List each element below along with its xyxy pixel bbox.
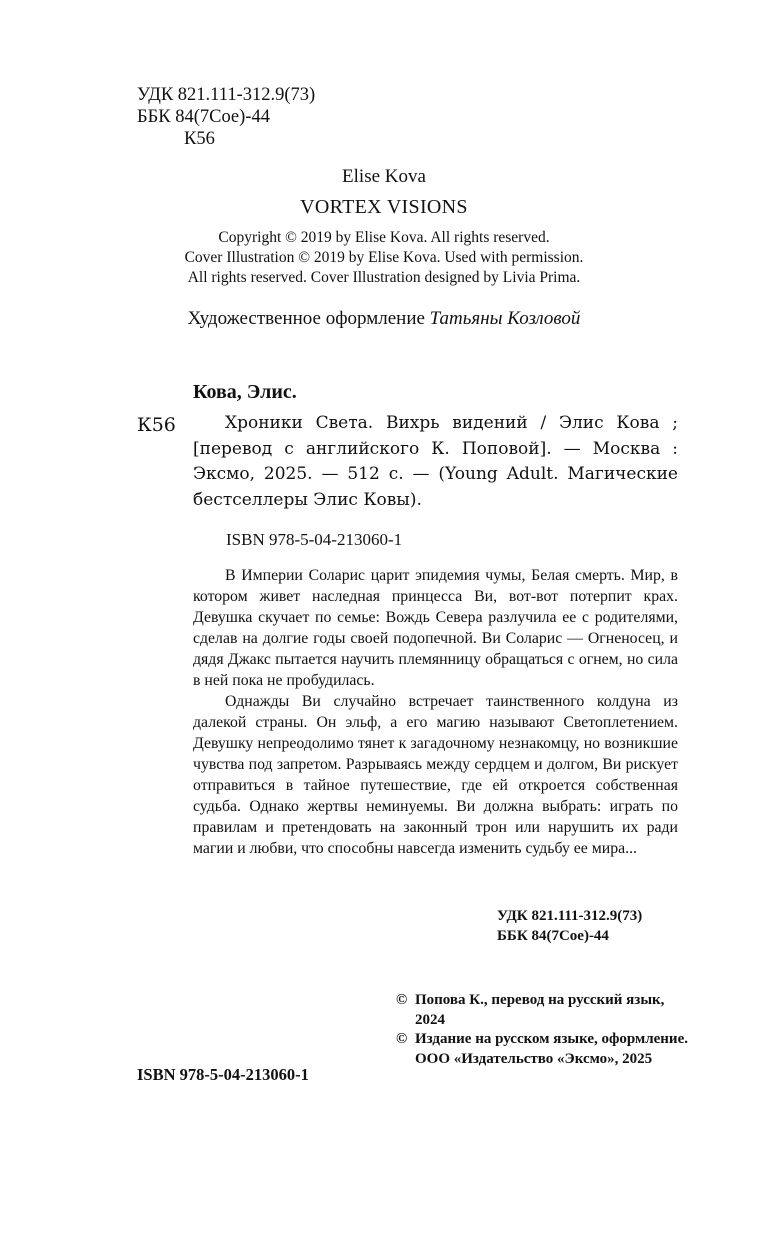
classification-codes-top	[137, 84, 315, 150]
copyright-line: All rights reserved. Cover Illustration designed by Livia Prima.	[187, 269, 581, 286]
copyright-line: Copyright © 2019 by Elise Kova. All rights reserved.	[218, 229, 550, 246]
copyright-text: Попова К., перевод на русский язык, 2024	[415, 992, 665, 1028]
udk-code: УДК 821.111-312.9(73)	[497, 908, 643, 924]
annotation	[193, 565, 678, 859]
bbk-code: ББК 84(7Сое)-44	[137, 107, 270, 127]
design-credit-name: Татьяны Козловой	[429, 308, 581, 329]
design-credit	[0, 308, 768, 330]
udk-code: УДК 821.111-312.9(73)	[137, 85, 316, 105]
annotation-paragraph: Однажды Ви случайно встречает таинственного колдуна из далекой страны. Он эльф, а его магию называют Светоплетением. Девушку непреодолимо тянет к загадочному незнакомцу, но возникшие чувства под запретом. Разрываясь между сердцем и долгом, Ви рискует отправиться в тайное путешествие, где ей откроется собственная судьба. Однако жертвы неминуемы. Ви должна выбрать: играть по правилам и претендовать на законный трон или нарушить их ради магии и любви, что способны навсегда изменить судьбу ее мира...	[193, 693, 678, 857]
annotation-paragraph: В Империи Соларис царит эпидемия чумы, Белая смерть. Мир, в котором живет наследная принцесса Ви, вот-вот потерпит крах. Девушка скучает по семье: Вождь Севера разлучила ее с родителями, сделав на долгие годы своей подопечной. Ви Соларис — Огненосец, и дядя Джакс пытается научить племянницу обращаться с огнем, но сила в ней пока не пробудилась.	[193, 567, 678, 689]
author-mark: К56	[184, 129, 215, 149]
bibliographic-isbn: ISBN 978-5-04-213060-1	[226, 530, 403, 549]
bibliographic-author-heading: Кова, Элис.	[193, 381, 297, 403]
original-author: Elise Kova	[342, 166, 426, 187]
copyright-notices	[396, 991, 696, 1069]
copyright-symbol: ©	[396, 1031, 408, 1047]
copyright-notice-translation	[396, 991, 696, 1030]
original-title: VORTEX VISIONS	[300, 196, 468, 218]
bbk-code: ББК 84(7Сое)-44	[497, 928, 609, 944]
classification-codes-bottom	[497, 906, 642, 946]
isbn-bottom: ISBN 978-5-04-213060-1	[137, 1065, 309, 1084]
copyright-text: Издание на русском языке, оформление. ООО «Издательство «Эксмо», 2025	[415, 1031, 688, 1067]
design-credit-label: Художественное оформление	[187, 308, 430, 329]
bibliographic-description: Хроники Света. Вихрь видений / Элис Кова ; [перевод с английского К. Поповой]. — Москва : Эксмо, 2025. — 512 с. — (Young Adult. Магические бестселлеры Элис Ковы).	[193, 413, 678, 510]
copyright-line: Cover Illustration © 2019 by Elise Kova. Used with permission.	[184, 249, 584, 266]
copyright-symbol: ©	[396, 992, 408, 1008]
bibliographic-author-mark: К56	[137, 414, 176, 436]
copyright-notice-edition	[396, 1030, 696, 1069]
original-copyright	[0, 228, 768, 288]
